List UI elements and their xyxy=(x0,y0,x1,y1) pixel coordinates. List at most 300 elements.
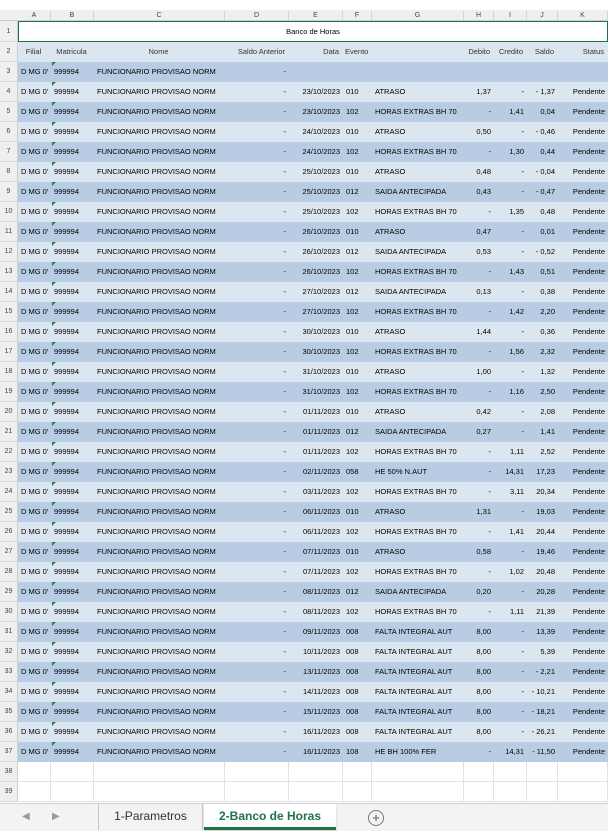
cell-evento[interactable]: 008 xyxy=(346,627,359,636)
cell-saldo[interactable]: 1,41 xyxy=(540,427,555,436)
cell-status[interactable]: Pendente xyxy=(572,247,605,256)
cell-saldo-anterior[interactable]: - xyxy=(283,587,286,596)
table-row[interactable] xyxy=(18,562,608,582)
cell-filial[interactable]: D MG 0' xyxy=(21,707,49,716)
empty-cell[interactable] xyxy=(494,782,527,802)
cell-evento[interactable]: 012 xyxy=(346,587,359,596)
cell-matricula[interactable]: 999994 xyxy=(54,267,80,276)
cell-descricao[interactable] xyxy=(372,62,464,82)
row-header[interactable]: 37 xyxy=(0,742,18,762)
row-header[interactable]: 23 xyxy=(0,462,18,482)
cell-descricao[interactable]: SAIDA ANTECIPADA xyxy=(375,287,447,296)
cell-debito[interactable]: 8,00 xyxy=(476,727,491,736)
cell-status[interactable]: Pendente xyxy=(572,527,605,536)
row-header[interactable]: 31 xyxy=(0,622,18,642)
cell-credito[interactable]: - xyxy=(521,287,524,296)
cell-saldo-anterior[interactable]: - xyxy=(283,327,286,336)
cell-saldo[interactable]: 1,32 xyxy=(540,367,555,376)
row-header[interactable]: 3 xyxy=(0,62,18,82)
cell-nome[interactable]: FUNCIONARIO PROVISAO NORM xyxy=(97,707,216,716)
cell-descricao[interactable]: HORAS EXTRAS BH 70 xyxy=(375,307,457,316)
cell-saldo-anterior[interactable]: - xyxy=(283,547,286,556)
cell-data[interactable]: 15/11/2023 xyxy=(303,707,340,716)
cell-descricao[interactable]: ATRASO xyxy=(375,127,406,136)
cell-status[interactable]: Pendente xyxy=(572,287,605,296)
cell-matricula[interactable]: 999994 xyxy=(54,347,80,356)
cell-data[interactable]: 07/11/2023 xyxy=(303,547,340,556)
cell-descricao[interactable]: ATRASO xyxy=(375,87,406,96)
cell-matricula[interactable]: 999994 xyxy=(54,407,80,416)
cell-status[interactable]: Pendente xyxy=(572,307,605,316)
cell-matricula[interactable]: 999994 xyxy=(54,427,80,436)
column-header[interactable]: J xyxy=(527,10,558,21)
column-header[interactable]: B xyxy=(51,10,94,21)
cell-saldo-anterior[interactable]: - xyxy=(283,307,286,316)
cell-evento[interactable]: 108 xyxy=(346,747,359,756)
row-header[interactable]: 39 xyxy=(0,782,18,802)
cell-descricao[interactable]: HORAS EXTRAS BH 70 xyxy=(375,487,457,496)
cell-debito[interactable]: 8,00 xyxy=(476,667,491,676)
cell-saldo[interactable]: - 18,21 xyxy=(531,707,555,716)
cell-data[interactable]: 26/10/2023 xyxy=(302,227,340,236)
cell-matricula[interactable]: 999994 xyxy=(54,127,80,136)
cell-filial[interactable]: D MG 0' xyxy=(21,87,49,96)
cell-matricula[interactable]: 999994 xyxy=(54,367,80,376)
cell-saldo[interactable]: - 0,47 xyxy=(535,187,555,196)
row-header[interactable]: 30 xyxy=(0,602,18,622)
row-header[interactable]: 7 xyxy=(0,142,18,162)
cell-credito[interactable]: - xyxy=(521,707,524,716)
cell-descricao[interactable]: HORAS EXTRAS BH 70 xyxy=(375,347,457,356)
add-sheet-icon[interactable]: + xyxy=(368,810,384,826)
cell-nome[interactable]: FUNCIONARIO PROVISAO NORM xyxy=(97,167,216,176)
cell-nome[interactable]: FUNCIONARIO PROVISAO NORM xyxy=(97,547,216,556)
cell-saldo-anterior[interactable]: - xyxy=(283,487,286,496)
cell-nome[interactable]: FUNCIONARIO PROVISAO NORM xyxy=(97,127,216,136)
table-row[interactable] xyxy=(18,202,608,222)
table-row[interactable] xyxy=(18,542,608,562)
cell-credito[interactable]: - xyxy=(521,547,524,556)
cell-matricula[interactable]: 999994 xyxy=(54,487,80,496)
row-header[interactable]: 18 xyxy=(0,362,18,382)
cell-filial[interactable]: D MG 0' xyxy=(21,507,49,516)
cell-credito[interactable]: 14,31 xyxy=(505,747,524,756)
row-header[interactable]: 8 xyxy=(0,162,18,182)
cell-saldo[interactable]: 13,39 xyxy=(536,627,555,636)
cell-evento[interactable]: 010 xyxy=(346,167,359,176)
empty-cell[interactable] xyxy=(464,762,494,782)
column-header[interactable]: F xyxy=(343,10,372,21)
cell-debito[interactable]: - xyxy=(488,107,491,116)
row-header[interactable]: 38 xyxy=(0,762,18,782)
cell-nome[interactable]: FUNCIONARIO PROVISAO NORM xyxy=(97,607,216,616)
cell-debito[interactable]: - xyxy=(488,387,491,396)
cell-status[interactable]: Pendente xyxy=(572,447,605,456)
cell-matricula[interactable]: 999994 xyxy=(54,447,80,456)
cell-descricao[interactable]: HE BH 100% FER xyxy=(375,747,437,756)
cell-status[interactable]: Pendente xyxy=(572,587,605,596)
cell-matricula[interactable]: 999994 xyxy=(54,187,80,196)
cell-descricao[interactable]: HE 50% N.AUT xyxy=(375,467,428,476)
cell-saldo[interactable]: 0,48 xyxy=(540,207,555,216)
cell-saldo-anterior[interactable]: - xyxy=(283,527,286,536)
scroll-tabs-right-icon[interactable]: ▶ xyxy=(52,811,60,822)
empty-cell[interactable] xyxy=(558,782,608,802)
cell-debito[interactable]: 0,42 xyxy=(476,407,491,416)
cell-credito[interactable]: - xyxy=(521,667,524,676)
cell-debito[interactable]: - xyxy=(488,307,491,316)
cell-descricao[interactable]: SAIDA ANTECIPADA xyxy=(375,587,447,596)
cell-evento[interactable]: 102 xyxy=(346,267,359,276)
cell-nome[interactable]: FUNCIONARIO PROVISAO NORM xyxy=(97,447,216,456)
cell-filial[interactable]: D MG 0' xyxy=(21,587,49,596)
cell-evento[interactable]: 008 xyxy=(346,707,359,716)
cell-evento[interactable]: 008 xyxy=(346,667,359,676)
cell-status[interactable]: Pendente xyxy=(572,647,605,656)
cell-filial[interactable]: D MG 0' xyxy=(21,687,49,696)
cell-saldo[interactable]: 21,39 xyxy=(536,607,555,616)
row-header[interactable]: 33 xyxy=(0,662,18,682)
cell-evento[interactable]: 102 xyxy=(346,207,359,216)
cell-filial[interactable]: D MG 0' xyxy=(21,647,49,656)
cell-descricao[interactable]: ATRASO xyxy=(375,507,406,516)
cell-debito[interactable]: - xyxy=(488,467,491,476)
cell-credito[interactable]: - xyxy=(521,727,524,736)
empty-cell[interactable] xyxy=(289,782,343,802)
cell-credito[interactable]: 1,35 xyxy=(509,207,524,216)
row-header[interactable]: 24 xyxy=(0,482,18,502)
cell-nome[interactable]: FUNCIONARIO PROVISAO NORM xyxy=(97,407,216,416)
cell-data[interactable]: 30/10/2023 xyxy=(302,327,340,336)
cell-credito[interactable]: 1,56 xyxy=(509,347,524,356)
cell-saldo-anterior[interactable]: - xyxy=(283,227,286,236)
cell-saldo[interactable]: 0,04 xyxy=(540,107,555,116)
cell-data[interactable]: 09/11/2023 xyxy=(303,627,340,636)
cell-data[interactable]: 08/11/2023 xyxy=(303,587,340,596)
cell-descricao[interactable]: FALTA INTEGRAL AUT xyxy=(375,727,453,736)
cell-descricao[interactable]: HORAS EXTRAS BH 70 xyxy=(375,147,457,156)
table-row[interactable] xyxy=(18,662,608,682)
cell-status[interactable]: Pendente xyxy=(572,667,605,676)
column-header[interactable]: G xyxy=(372,10,464,21)
cell-matricula[interactable]: 999994 xyxy=(54,67,80,76)
cell-filial[interactable]: D MG 0' xyxy=(21,247,49,256)
table-row[interactable] xyxy=(18,242,608,262)
cell-saldo[interactable]: 0,51 xyxy=(540,267,555,276)
empty-cell[interactable] xyxy=(51,782,94,802)
empty-cell[interactable] xyxy=(527,782,558,802)
table-row[interactable] xyxy=(18,62,608,82)
cell-descricao[interactable]: ATRASO xyxy=(375,167,406,176)
cell-credito[interactable]: - xyxy=(521,247,524,256)
cell-credito[interactable]: 1,41 xyxy=(509,527,524,536)
cell-matricula[interactable]: 999994 xyxy=(54,247,80,256)
cell-debito[interactable]: - xyxy=(488,527,491,536)
cell-debito[interactable]: 8,00 xyxy=(476,687,491,696)
cell-debito[interactable]: - xyxy=(488,567,491,576)
cell-status[interactable]: Pendente xyxy=(572,567,605,576)
cell-saldo-anterior[interactable]: - xyxy=(283,567,286,576)
empty-cell[interactable] xyxy=(527,762,558,782)
cell-saldo-anterior[interactable]: - xyxy=(283,627,286,636)
cell-filial[interactable]: D MG 0' xyxy=(21,747,49,756)
cell-filial[interactable]: D MG 0' xyxy=(21,207,49,216)
table-row[interactable] xyxy=(18,322,608,342)
table-row[interactable] xyxy=(18,482,608,502)
table-row[interactable] xyxy=(18,582,608,602)
cell-saldo[interactable] xyxy=(527,62,558,82)
cell-descricao[interactable]: HORAS EXTRAS BH 70 xyxy=(375,387,457,396)
cell-saldo-anterior[interactable]: - xyxy=(283,87,286,96)
cell-saldo-anterior[interactable]: - xyxy=(283,607,286,616)
cell-saldo[interactable]: - 2,21 xyxy=(535,667,555,676)
cell-matricula[interactable]: 999994 xyxy=(54,587,80,596)
cell-evento[interactable]: 102 xyxy=(346,447,359,456)
cell-descricao[interactable]: ATRASO xyxy=(375,327,406,336)
cell-evento[interactable]: 012 xyxy=(346,287,359,296)
table-row[interactable] xyxy=(18,222,608,242)
cell-evento[interactable]: 010 xyxy=(346,507,359,516)
cell-descricao[interactable]: HORAS EXTRAS BH 70 xyxy=(375,607,457,616)
cell-saldo[interactable]: 0,01 xyxy=(540,227,555,236)
cell-saldo[interactable]: 5,39 xyxy=(540,647,555,656)
empty-cell[interactable] xyxy=(18,762,51,782)
cell-descricao[interactable]: HORAS EXTRAS BH 70 xyxy=(375,267,457,276)
cell-status[interactable]: Pendente xyxy=(572,367,605,376)
cell-nome[interactable]: FUNCIONARIO PROVISAO NORM xyxy=(97,567,216,576)
row-header[interactable]: 10 xyxy=(0,202,18,222)
cell-nome[interactable]: FUNCIONARIO PROVISAO NORM xyxy=(97,347,216,356)
table-row[interactable] xyxy=(18,122,608,142)
table-row[interactable] xyxy=(18,402,608,422)
empty-cell[interactable] xyxy=(372,782,464,802)
cell-evento[interactable]: 102 xyxy=(346,347,359,356)
cell-data[interactable]: 07/11/2023 xyxy=(303,567,340,576)
cell-debito[interactable]: 0,48 xyxy=(476,167,491,176)
column-header[interactable]: I xyxy=(494,10,527,21)
empty-cell[interactable] xyxy=(558,762,608,782)
cell-evento[interactable]: 008 xyxy=(346,687,359,696)
cell-status[interactable]: Pendente xyxy=(572,207,605,216)
cell-saldo-anterior[interactable]: - xyxy=(283,727,286,736)
cell-saldo-anterior[interactable]: - xyxy=(283,367,286,376)
cell-evento[interactable]: 010 xyxy=(346,407,359,416)
row-header[interactable]: 29 xyxy=(0,582,18,602)
cell-credito[interactable]: 1,30 xyxy=(509,147,524,156)
cell-status[interactable]: Pendente xyxy=(572,747,605,756)
table-row[interactable] xyxy=(18,462,608,482)
cell-evento[interactable]: 102 xyxy=(346,147,359,156)
cell-descricao[interactable]: ATRASO xyxy=(375,407,406,416)
table-row[interactable] xyxy=(18,162,608,182)
cell-data[interactable]: 03/11/2023 xyxy=(303,487,340,496)
cell-filial[interactable]: D MG 0' xyxy=(21,407,49,416)
cell-matricula[interactable]: 999994 xyxy=(54,727,80,736)
cell-credito[interactable]: 14,31 xyxy=(505,467,524,476)
cell-data[interactable]: 16/11/2023 xyxy=(303,747,340,756)
cell-debito[interactable]: 0,50 xyxy=(476,127,491,136)
cell-debito[interactable]: 1,37 xyxy=(476,87,491,96)
row-header[interactable]: 25 xyxy=(0,502,18,522)
cell-descricao[interactable]: FALTA INTEGRAL AUT xyxy=(375,647,453,656)
cell-saldo-anterior[interactable]: - xyxy=(283,207,286,216)
cell-status[interactable]: Pendente xyxy=(572,627,605,636)
cell-nome[interactable]: FUNCIONARIO PROVISAO NORM xyxy=(97,507,216,516)
cell-filial[interactable]: D MG 0' xyxy=(21,387,49,396)
cell-filial[interactable]: D MG 0' xyxy=(21,567,49,576)
cell-status[interactable]: Pendente xyxy=(572,87,605,96)
empty-cell[interactable] xyxy=(464,782,494,802)
cell-credito[interactable]: - xyxy=(521,327,524,336)
cell-nome[interactable]: FUNCIONARIO PROVISAO NORM xyxy=(97,187,216,196)
cell-descricao[interactable]: FALTA INTEGRAL AUT xyxy=(375,667,453,676)
cell-filial[interactable]: D MG 0' xyxy=(21,267,49,276)
cell-status[interactable]: Pendente xyxy=(572,387,605,396)
cell-credito[interactable]: 1,41 xyxy=(509,107,524,116)
cell-matricula[interactable]: 999994 xyxy=(54,607,80,616)
cell-saldo[interactable]: 2,50 xyxy=(540,387,555,396)
cell-saldo-anterior[interactable]: - xyxy=(283,127,286,136)
cell-saldo[interactable]: - 26,21 xyxy=(531,727,555,736)
cell-saldo-anterior[interactable]: - xyxy=(283,407,286,416)
cell-saldo[interactable]: 17,23 xyxy=(536,467,555,476)
cell-credito[interactable]: 1,43 xyxy=(509,267,524,276)
cell-nome[interactable]: FUNCIONARIO PROVISAO NORM xyxy=(97,327,216,336)
cell-data[interactable]: 25/10/2023 xyxy=(302,207,340,216)
table-row[interactable] xyxy=(18,682,608,702)
empty-cell[interactable] xyxy=(343,762,372,782)
cell-saldo[interactable]: - 11,50 xyxy=(532,747,555,756)
cell-descricao[interactable]: HORAS EXTRAS BH 70 xyxy=(375,207,457,216)
cell-matricula[interactable]: 999994 xyxy=(54,327,80,336)
cell-debito[interactable]: 0,13 xyxy=(476,287,491,296)
cell-nome[interactable]: FUNCIONARIO PROVISAO NORM xyxy=(97,87,216,96)
cell-saldo-anterior[interactable]: - xyxy=(283,667,286,676)
cell-saldo-anterior[interactable]: - xyxy=(283,747,286,756)
cell-nome[interactable]: FUNCIONARIO PROVISAO NORM xyxy=(97,747,216,756)
cell-saldo-anterior[interactable]: - xyxy=(283,707,286,716)
cell-credito[interactable]: - xyxy=(521,127,524,136)
cell-data[interactable]: 01/11/2023 xyxy=(303,427,340,436)
empty-cell[interactable] xyxy=(18,782,51,802)
cell-nome[interactable]: FUNCIONARIO PROVISAO NORM xyxy=(97,727,216,736)
table-row[interactable] xyxy=(18,262,608,282)
cell-evento[interactable]: 058 xyxy=(346,467,359,476)
cell-credito[interactable]: - xyxy=(521,187,524,196)
cell-matricula[interactable]: 999994 xyxy=(54,687,80,696)
cell-saldo[interactable]: - 1,37 xyxy=(535,87,555,96)
cell-matricula[interactable]: 999994 xyxy=(54,307,80,316)
cell-credito[interactable]: - xyxy=(521,687,524,696)
empty-cell[interactable] xyxy=(494,762,527,782)
cell-saldo-anterior[interactable]: - xyxy=(283,387,286,396)
cell-debito[interactable]: 0,53 xyxy=(476,247,491,256)
cell-filial[interactable]: D MG 0' xyxy=(21,607,49,616)
cell-nome[interactable]: FUNCIONARIO PROVISAO NORM xyxy=(97,667,216,676)
cell-credito[interactable]: 1,11 xyxy=(509,447,524,456)
cell-data[interactable]: 23/10/2023 xyxy=(302,87,340,96)
cell-nome[interactable]: FUNCIONARIO PROVISAO NORM xyxy=(97,267,216,276)
cell-descricao[interactable]: ATRASO xyxy=(375,227,406,236)
cell-evento[interactable] xyxy=(343,62,372,82)
cell-descricao[interactable]: SAIDA ANTECIPADA xyxy=(375,247,447,256)
cell-debito[interactable]: 0,43 xyxy=(476,187,491,196)
cell-saldo-anterior[interactable]: - xyxy=(283,507,286,516)
cell-descricao[interactable]: ATRASO xyxy=(375,547,406,556)
cell-data[interactable]: 27/10/2023 xyxy=(302,307,340,316)
cell-saldo[interactable]: 2,20 xyxy=(540,307,555,316)
cell-filial[interactable]: D MG 0' xyxy=(21,727,49,736)
cell-filial[interactable]: D MG 0' xyxy=(21,227,49,236)
cell-status[interactable] xyxy=(558,62,608,82)
cell-filial[interactable]: D MG 0' xyxy=(21,667,49,676)
row-header[interactable]: 9 xyxy=(0,182,18,202)
cell-data[interactable]: 27/10/2023 xyxy=(302,287,340,296)
cell-debito[interactable]: 1,44 xyxy=(476,327,491,336)
cell-credito[interactable]: - xyxy=(521,367,524,376)
cell-nome[interactable]: FUNCIONARIO PROVISAO NORM xyxy=(97,627,216,636)
row-header[interactable]: 20 xyxy=(0,402,18,422)
cell-saldo[interactable]: 20,28 xyxy=(536,587,555,596)
cell-status[interactable]: Pendente xyxy=(572,167,605,176)
cell-matricula[interactable]: 999994 xyxy=(54,547,80,556)
cell-matricula[interactable]: 999994 xyxy=(54,287,80,296)
cell-descricao[interactable]: FALTA INTEGRAL AUT xyxy=(375,707,453,716)
table-row[interactable] xyxy=(18,422,608,442)
cell-matricula[interactable]: 999994 xyxy=(54,707,80,716)
cell-status[interactable]: Pendente xyxy=(572,687,605,696)
empty-cell[interactable] xyxy=(372,762,464,782)
table-row[interactable] xyxy=(18,622,608,642)
cell-saldo[interactable]: 20,44 xyxy=(536,527,555,536)
cell-debito[interactable]: 1,00 xyxy=(476,367,491,376)
cell-evento[interactable]: 012 xyxy=(346,427,359,436)
cell-debito[interactable]: 0,58 xyxy=(476,547,491,556)
row-header[interactable]: 15 xyxy=(0,302,18,322)
cell-debito[interactable]: - xyxy=(488,747,491,756)
cell-saldo-anterior[interactable]: - xyxy=(283,167,286,176)
row-header[interactable]: 21 xyxy=(0,422,18,442)
cell-matricula[interactable]: 999994 xyxy=(54,147,80,156)
table-row[interactable] xyxy=(18,522,608,542)
cell-evento[interactable]: 102 xyxy=(346,487,359,496)
table-row[interactable] xyxy=(18,442,608,462)
cell-credito[interactable]: - xyxy=(521,167,524,176)
cell-debito[interactable]: - xyxy=(488,487,491,496)
cell-matricula[interactable]: 999994 xyxy=(54,647,80,656)
cell-filial[interactable]: D MG 0' xyxy=(21,147,49,156)
cell-saldo-anterior[interactable]: - xyxy=(283,267,286,276)
cell-data[interactable]: 01/11/2023 xyxy=(303,447,340,456)
cell-status[interactable]: Pendente xyxy=(572,487,605,496)
cell-debito[interactable]: - xyxy=(488,347,491,356)
cell-data[interactable]: 16/11/2023 xyxy=(303,727,340,736)
row-header[interactable]: 2 xyxy=(0,42,18,62)
cell-matricula[interactable]: 999994 xyxy=(54,667,80,676)
cell-status[interactable]: Pendente xyxy=(572,147,605,156)
cell-status[interactable]: Pendente xyxy=(572,187,605,196)
cell-debito[interactable] xyxy=(464,62,494,82)
tab-1-parametros[interactable]: 1-Parametros xyxy=(98,804,203,830)
cell-nome[interactable]: FUNCIONARIO PROVISAO NORM xyxy=(97,227,216,236)
cell-filial[interactable]: D MG 0' xyxy=(21,447,49,456)
cell-filial[interactable]: D MG 0' xyxy=(21,367,49,376)
table-row[interactable] xyxy=(18,362,608,382)
cell-credito[interactable]: 1,02 xyxy=(509,567,524,576)
cell-matricula[interactable]: 999994 xyxy=(54,747,80,756)
empty-row[interactable] xyxy=(18,782,608,802)
cell-status[interactable]: Pendente xyxy=(572,327,605,336)
